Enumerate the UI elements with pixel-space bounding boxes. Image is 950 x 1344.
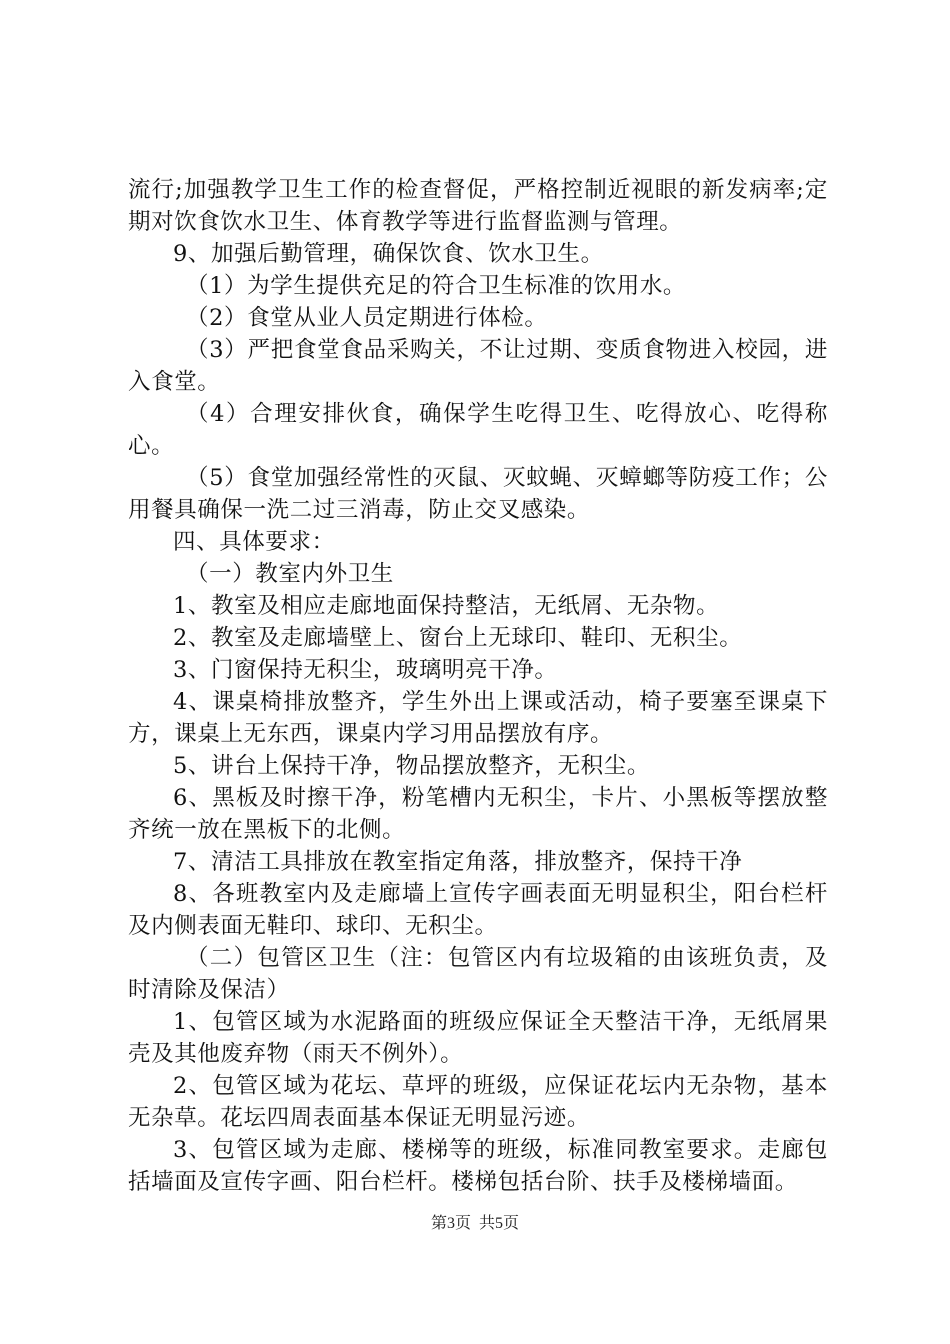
paragraph-classroom-1: 1、教室及相应走廊地面保持整洁，无纸屑、无杂物。 bbox=[173, 593, 720, 619]
page-total: 共5页 bbox=[479, 1215, 520, 1232]
paragraph-subitem-5: （5）食堂加强经常性的灭鼠、灭蚊蝇、灭蟑螂等防疫工作；公用餐具确保一洗二过三消毒，防止交叉感染。 bbox=[128, 465, 828, 523]
paragraph-item-9: 9、加强后勤管理，确保饮食、饮水卫生。 bbox=[173, 241, 604, 267]
paragraph-subitem-3: （3）严把食堂食品采购关，不让过期、变质食物进入校园，进入食堂。 bbox=[128, 337, 828, 395]
paragraph-classroom-8: 8、各班教室内及走廊墙上宣传字画表面无明显积尘，阳台栏杆及内侧表面无鞋印、球印、无积尘。 bbox=[128, 881, 828, 939]
paragraph-classroom-2: 2、教室及走廊墙壁上、窗台上无球印、鞋印、无积尘。 bbox=[173, 625, 743, 651]
paragraph-classroom-3: 3、门窗保持无积尘，玻璃明亮干净。 bbox=[173, 657, 558, 683]
paragraph-area-1: 1、包管区域为水泥路面的班级应保证全天整洁干净，无纸屑果壳及其他废弃物（雨天不例外）。 bbox=[128, 1009, 828, 1067]
paragraph-classroom-4: 4、课桌椅排放整齐，学生外出上课或活动，椅子要塞至课桌下方，课桌上无东西，课桌内学习用品摆放有序。 bbox=[128, 689, 828, 747]
paragraph-subitem-1: （1）为学生提供充足的符合卫生标准的饮用水。 bbox=[186, 273, 687, 299]
subsection-heading-managed-area: （二）包管区卫生（注：包管区内有垃圾箱的由该班负责，及时清除及保洁） bbox=[128, 945, 828, 1003]
paragraph-classroom-5: 5、讲台上保持干净，物品摆放整齐，无积尘。 bbox=[173, 753, 650, 779]
document-body bbox=[128, 174, 828, 1198]
page-number: 第3页 bbox=[430, 1215, 471, 1232]
section-heading-requirements: 四、具体要求： bbox=[173, 529, 335, 555]
paragraph-area-2: 2、包管区域为花坛、草坪的班级，应保证花坛内无杂物，基本无杂草。花坛四周表面基本保证无明显污迹。 bbox=[128, 1073, 828, 1131]
paragraph-subitem-4: （4）合理安排伙食，确保学生吃得卫生、吃得放心、吃得称心。 bbox=[128, 401, 828, 459]
paragraph-classroom-6: 6、黑板及时擦干净，粉笔槽内无积尘，卡片、小黑板等摆放整齐统一放在黑板下的北侧。 bbox=[128, 785, 828, 843]
paragraph-continuation: 流行;加强教学卫生工作的检查督促，严格控制近视眼的新发病率;定期对饮食饮水卫生、体育教学等进行监督监测与管理。 bbox=[128, 177, 828, 235]
paragraph-classroom-7: 7、清洁工具排放在教室指定角落，排放整齐，保持干净 bbox=[173, 849, 743, 875]
page-footer bbox=[0, 1210, 950, 1233]
paragraph-subitem-2: （2）食堂从业人员定期进行体检。 bbox=[186, 305, 548, 331]
paragraph-area-3: 3、包管区域为走廊、楼梯等的班级，标准同教室要求。走廊包括墙面及宣传字画、阳台栏杆。楼梯包括台阶、扶手及楼梯墙面。 bbox=[128, 1137, 828, 1195]
subsection-heading-classroom: （一）教室内外卫生 bbox=[186, 561, 394, 587]
